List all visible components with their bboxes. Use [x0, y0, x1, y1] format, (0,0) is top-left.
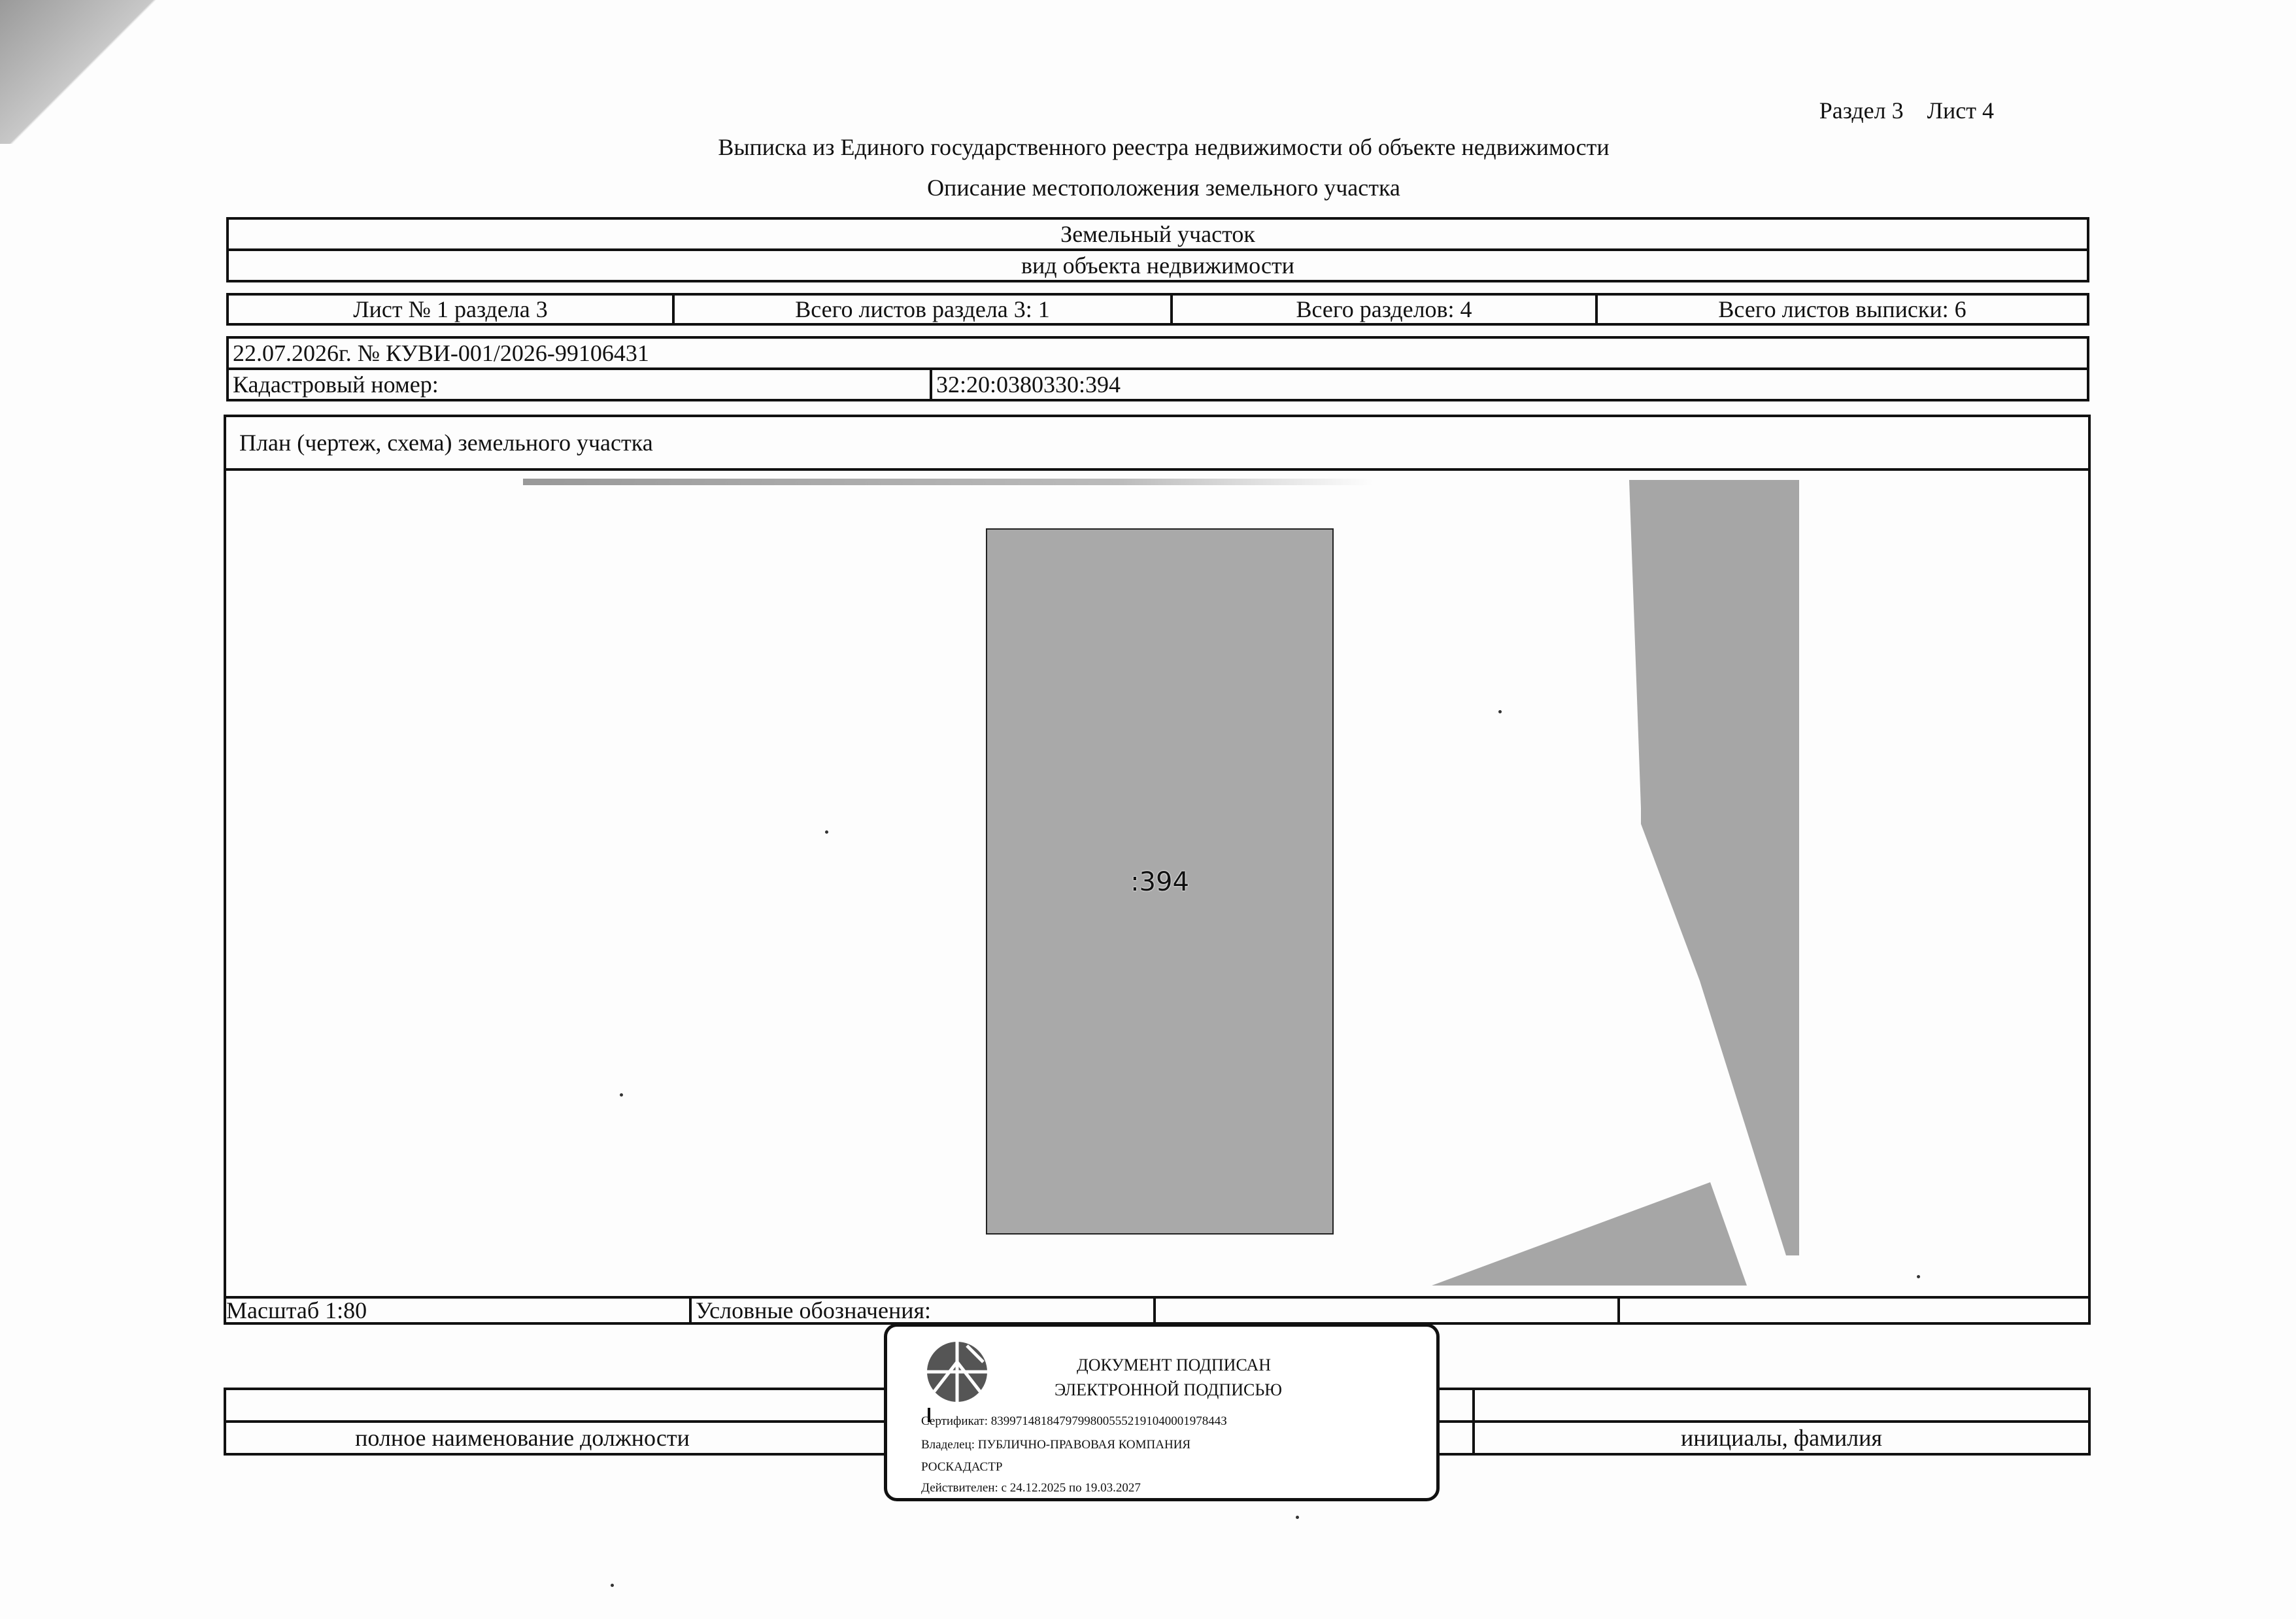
- total-section-sheets: Всего листов раздела 3: 1: [675, 296, 1173, 323]
- cadastral-number: 32:20:0380330:394: [936, 371, 1121, 398]
- record-date-number: 22.07.2026г. № КУВИ-001/2026-99106431: [233, 340, 649, 366]
- object-type: Земельный участок: [1060, 221, 1255, 247]
- scan-speck: [1917, 1275, 1920, 1278]
- stamp-owner-line2: РОСКАДАСТР: [921, 1460, 1003, 1474]
- neighbor-parcel-right: [1629, 480, 1799, 1255]
- name-caption: инициалы, фамилия: [1681, 1425, 1882, 1451]
- stamp-line1: ДОКУМЕНТ ПОДПИСАН: [1077, 1355, 1272, 1374]
- scan-speck: [611, 1584, 614, 1587]
- document-subtitle: Описание местоположения земельного участка: [927, 175, 1400, 201]
- scan-speck: [1498, 710, 1502, 713]
- electronic-signature-stamp: [884, 1323, 1440, 1501]
- stamp-certificate: Сертификат: 8399714818479799800555219104000197844З: [921, 1414, 1227, 1428]
- neighbor-parcel-bottom: [1432, 1182, 1747, 1286]
- stamp-validity: Действителен: с 24.12.2025 по 19.03.2027: [921, 1481, 1141, 1495]
- roskadastr-logo-icon: [921, 1336, 993, 1408]
- total-extract-sheets: Всего листов выписки: 6: [1718, 296, 1967, 322]
- parcel-label: :394: [1130, 867, 1189, 897]
- section-sheet-label: Раздел 3 Лист 4: [1819, 97, 1994, 124]
- land-parcel: [986, 528, 1334, 1235]
- sheet-number: Лист № 1 раздела 3: [229, 296, 675, 323]
- total-sections: Всего разделов: 4: [1173, 296, 1598, 323]
- document-title: Выписка из Единого государственного реестра недвижимости об объекте недвижимости: [718, 134, 1610, 160]
- scan-speck: [620, 1093, 623, 1097]
- stamp-line2: ЭЛЕКТРОННОЙ ПОДПИСЬЮ: [1055, 1380, 1282, 1399]
- stamp-owner-line1: Владелец: ПУБЛИЧНО-ПРАВОВАЯ КОМПАНИЯ: [921, 1438, 1191, 1452]
- cadastral-label: Кадастровый номер:: [229, 370, 932, 399]
- plan-heading: План (чертеж, схема) земельного участка: [239, 430, 653, 456]
- object-type-caption: вид объекта недвижимости: [1021, 252, 1294, 279]
- name-field: [1475, 1390, 2088, 1420]
- scan-speck: [825, 830, 828, 834]
- position-caption-text: полное наименование должности: [355, 1425, 690, 1451]
- scan-speck: [1296, 1516, 1299, 1519]
- scale-label: Масштаб 1:80: [226, 1299, 692, 1322]
- legend-label: Условные обозначения:: [692, 1299, 1156, 1322]
